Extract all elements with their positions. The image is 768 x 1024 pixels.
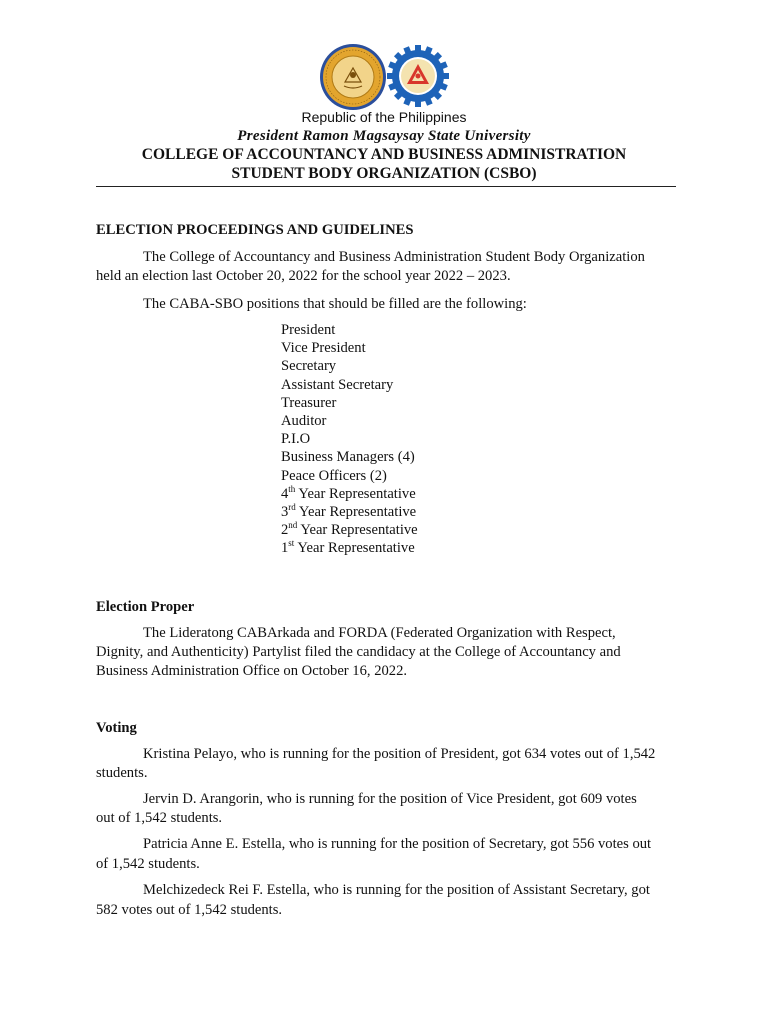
section-heading-election-proper: Election Proper — [96, 599, 195, 615]
section-heading-voting: Voting — [96, 720, 137, 736]
organization-name: STUDENT BODY ORGANIZATION (CSBO) — [231, 165, 537, 182]
position-item: 1st Year Representative — [281, 538, 415, 557]
intro-paragraph-line-2: held an election last October 20, 2022 for the school year 2022 – 2023. — [96, 268, 511, 284]
position-item: Peace Officers (2) — [281, 467, 387, 484]
voting-entry-assistant-secretary-line-1: Melchizedeck Rei F. Estella, who is running for the position of Assistant Secretary, got — [143, 882, 650, 898]
university-name: President Ramon Magsaysay State University — [237, 128, 531, 144]
position-item: Assistant Secretary — [281, 376, 394, 393]
college-gear-logo-icon — [386, 44, 450, 108]
position-item: 2nd Year Representative — [281, 520, 418, 539]
election-proper-line-1: The Lideratong CABArkada and FORDA (Federated Organization with Respect, — [143, 625, 616, 641]
voting-entry-secretary-line-1: Patricia Anne E. Estella, who is running for the position of Secretary, got 556 votes out — [143, 836, 652, 852]
voting-entry-secretary-line-2: of 1,542 students. — [96, 856, 200, 872]
position-item: Treasurer — [281, 394, 337, 411]
position-item: Secretary — [281, 358, 337, 375]
voting-entry-vice-president-line-1: Jervin D. Arangorin, who is running for the position of Vice President, got 609 votes — [143, 791, 637, 807]
voting-entry-vice-president-line-2: out of 1,542 students. — [96, 810, 223, 826]
intro-paragraph-line-1: The College of Accountancy and Business Administration Student Body Organization — [143, 249, 645, 265]
position-item: 3rd Year Representative — [281, 502, 417, 521]
university-seal-icon — [318, 42, 388, 112]
position-item: P.I.O — [281, 431, 311, 448]
election-proper-line-3: Business Administration Office on October 16, 2022. — [96, 663, 408, 679]
position-item: 4th Year Representative — [281, 483, 416, 502]
position-item: Vice President — [281, 340, 366, 357]
positions-intro-paragraph: The CABA-SBO positions that should be filled are the following: — [143, 296, 527, 312]
position-item: Auditor — [281, 413, 327, 430]
college-name: COLLEGE OF ACCOUNTANCY AND BUSINESS ADMINISTRATION — [141, 146, 627, 163]
voting-entry-president-line-2: students. — [96, 765, 148, 781]
voting-entry-president-line-1: Kristina Pelayo, who is running for the position of President, got 634 votes out of 1,542 — [143, 746, 656, 762]
position-item: Business Managers (4) — [281, 449, 415, 466]
election-proper-line-2: Dignity, and Authenticity) Partylist filed the candidacy at the College of Accountancy and — [96, 644, 621, 660]
republic-line: Republic of the Philippines — [301, 109, 467, 125]
positions-list — [281, 321, 418, 558]
letterhead-logos — [318, 42, 450, 112]
voting-entry-assistant-secretary-line-2: 582 votes out of 1,542 students. — [96, 902, 283, 918]
section-heading-election-proceedings: ELECTION PROCEEDINGS AND GUIDELINES — [96, 222, 414, 238]
header-divider — [96, 186, 676, 187]
position-item: President — [281, 322, 336, 338]
